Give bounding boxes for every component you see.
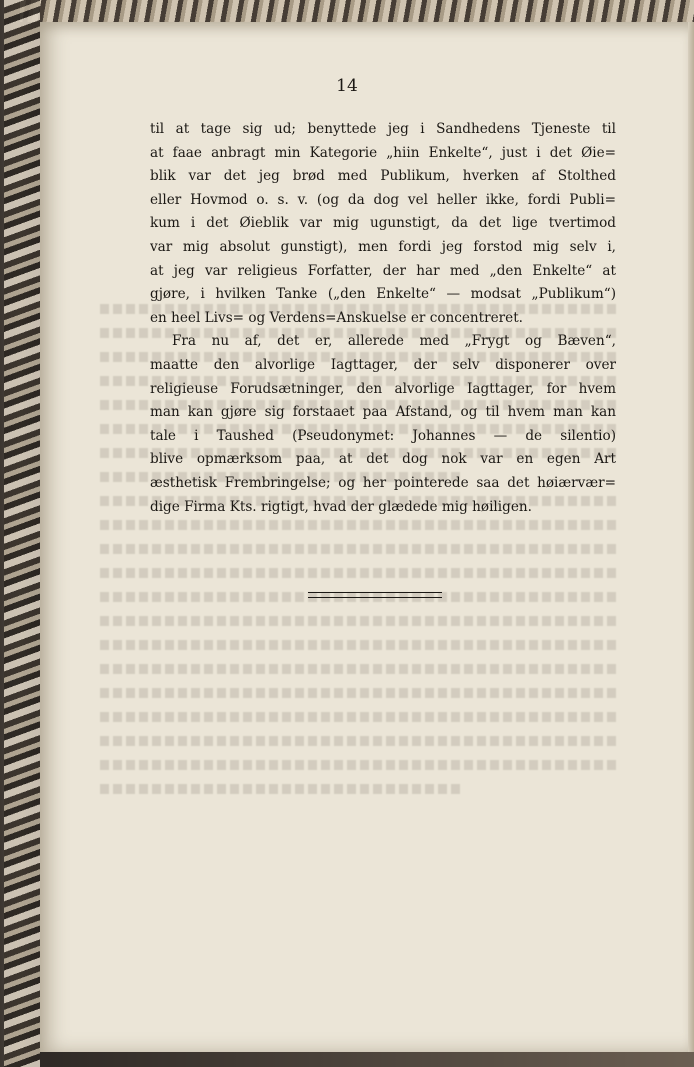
text-line: var mig absolut gunstigt), men fordi jeg forstod mig selv i, [150, 238, 616, 255]
text-line: til at tage sig ud; benyttede jeg i Sandhedens Tjeneste til [150, 121, 616, 137]
text-line: kum i det Øieblik var mig ugunstigt, da det lige tvertimod [150, 215, 616, 232]
text-line: gjøre, i hvilken Tanke („den Enkelte“ — modsat „Publikum“) [150, 286, 616, 303]
text-line: maatte den alvorlige Iagttager, der selv disponerer over [150, 356, 616, 373]
page-number: 14 [336, 76, 358, 96]
text-line: dige Firma Kts. rigtigt, hvad der glædede mig høiligen. [150, 498, 532, 515]
text-line: religieuse Forudsætninger, den alvorlige Iagttager, for hvem [150, 380, 616, 397]
text-line: en heel Livs= og Verdens=Anskuelse er concentreret. [150, 309, 523, 326]
page-edge [688, 22, 694, 1052]
marbled-cover-edge [4, 0, 40, 1067]
text-line: Fra nu af, det er, allerede med „Frygt og Bæven“, [172, 333, 616, 350]
text-line: tale i Taushed (Pseudonymet: Johannes — de silentio) [150, 427, 616, 444]
text-line: æsthetisk Frembringelse; og her pointerede saa det høiærvær= [150, 474, 616, 491]
text-line: at jeg var religieus Forfatter, der har med „den Enkelte“ at [150, 262, 616, 279]
text-line: blik var det jeg brød med Publikum, hverken af Stolthed [150, 168, 616, 185]
body-text [150, 118, 616, 519]
text-line: blive opmærksom paa, at det dog nok var en egen Art [150, 451, 616, 468]
text-line: at faae anbragt min Kategorie „hiin Enkelte“, just i det Øie= [150, 144, 616, 161]
text-line: eller Hovmod o. s. v. (og da dog vel heller ikke, fordi Publi= [150, 191, 616, 208]
marbled-cover-top [20, 0, 694, 22]
text-line: man kan gjøre sig forstaaet paa Afstand, og til hvem man kan [150, 404, 616, 421]
section-divider [308, 592, 442, 598]
